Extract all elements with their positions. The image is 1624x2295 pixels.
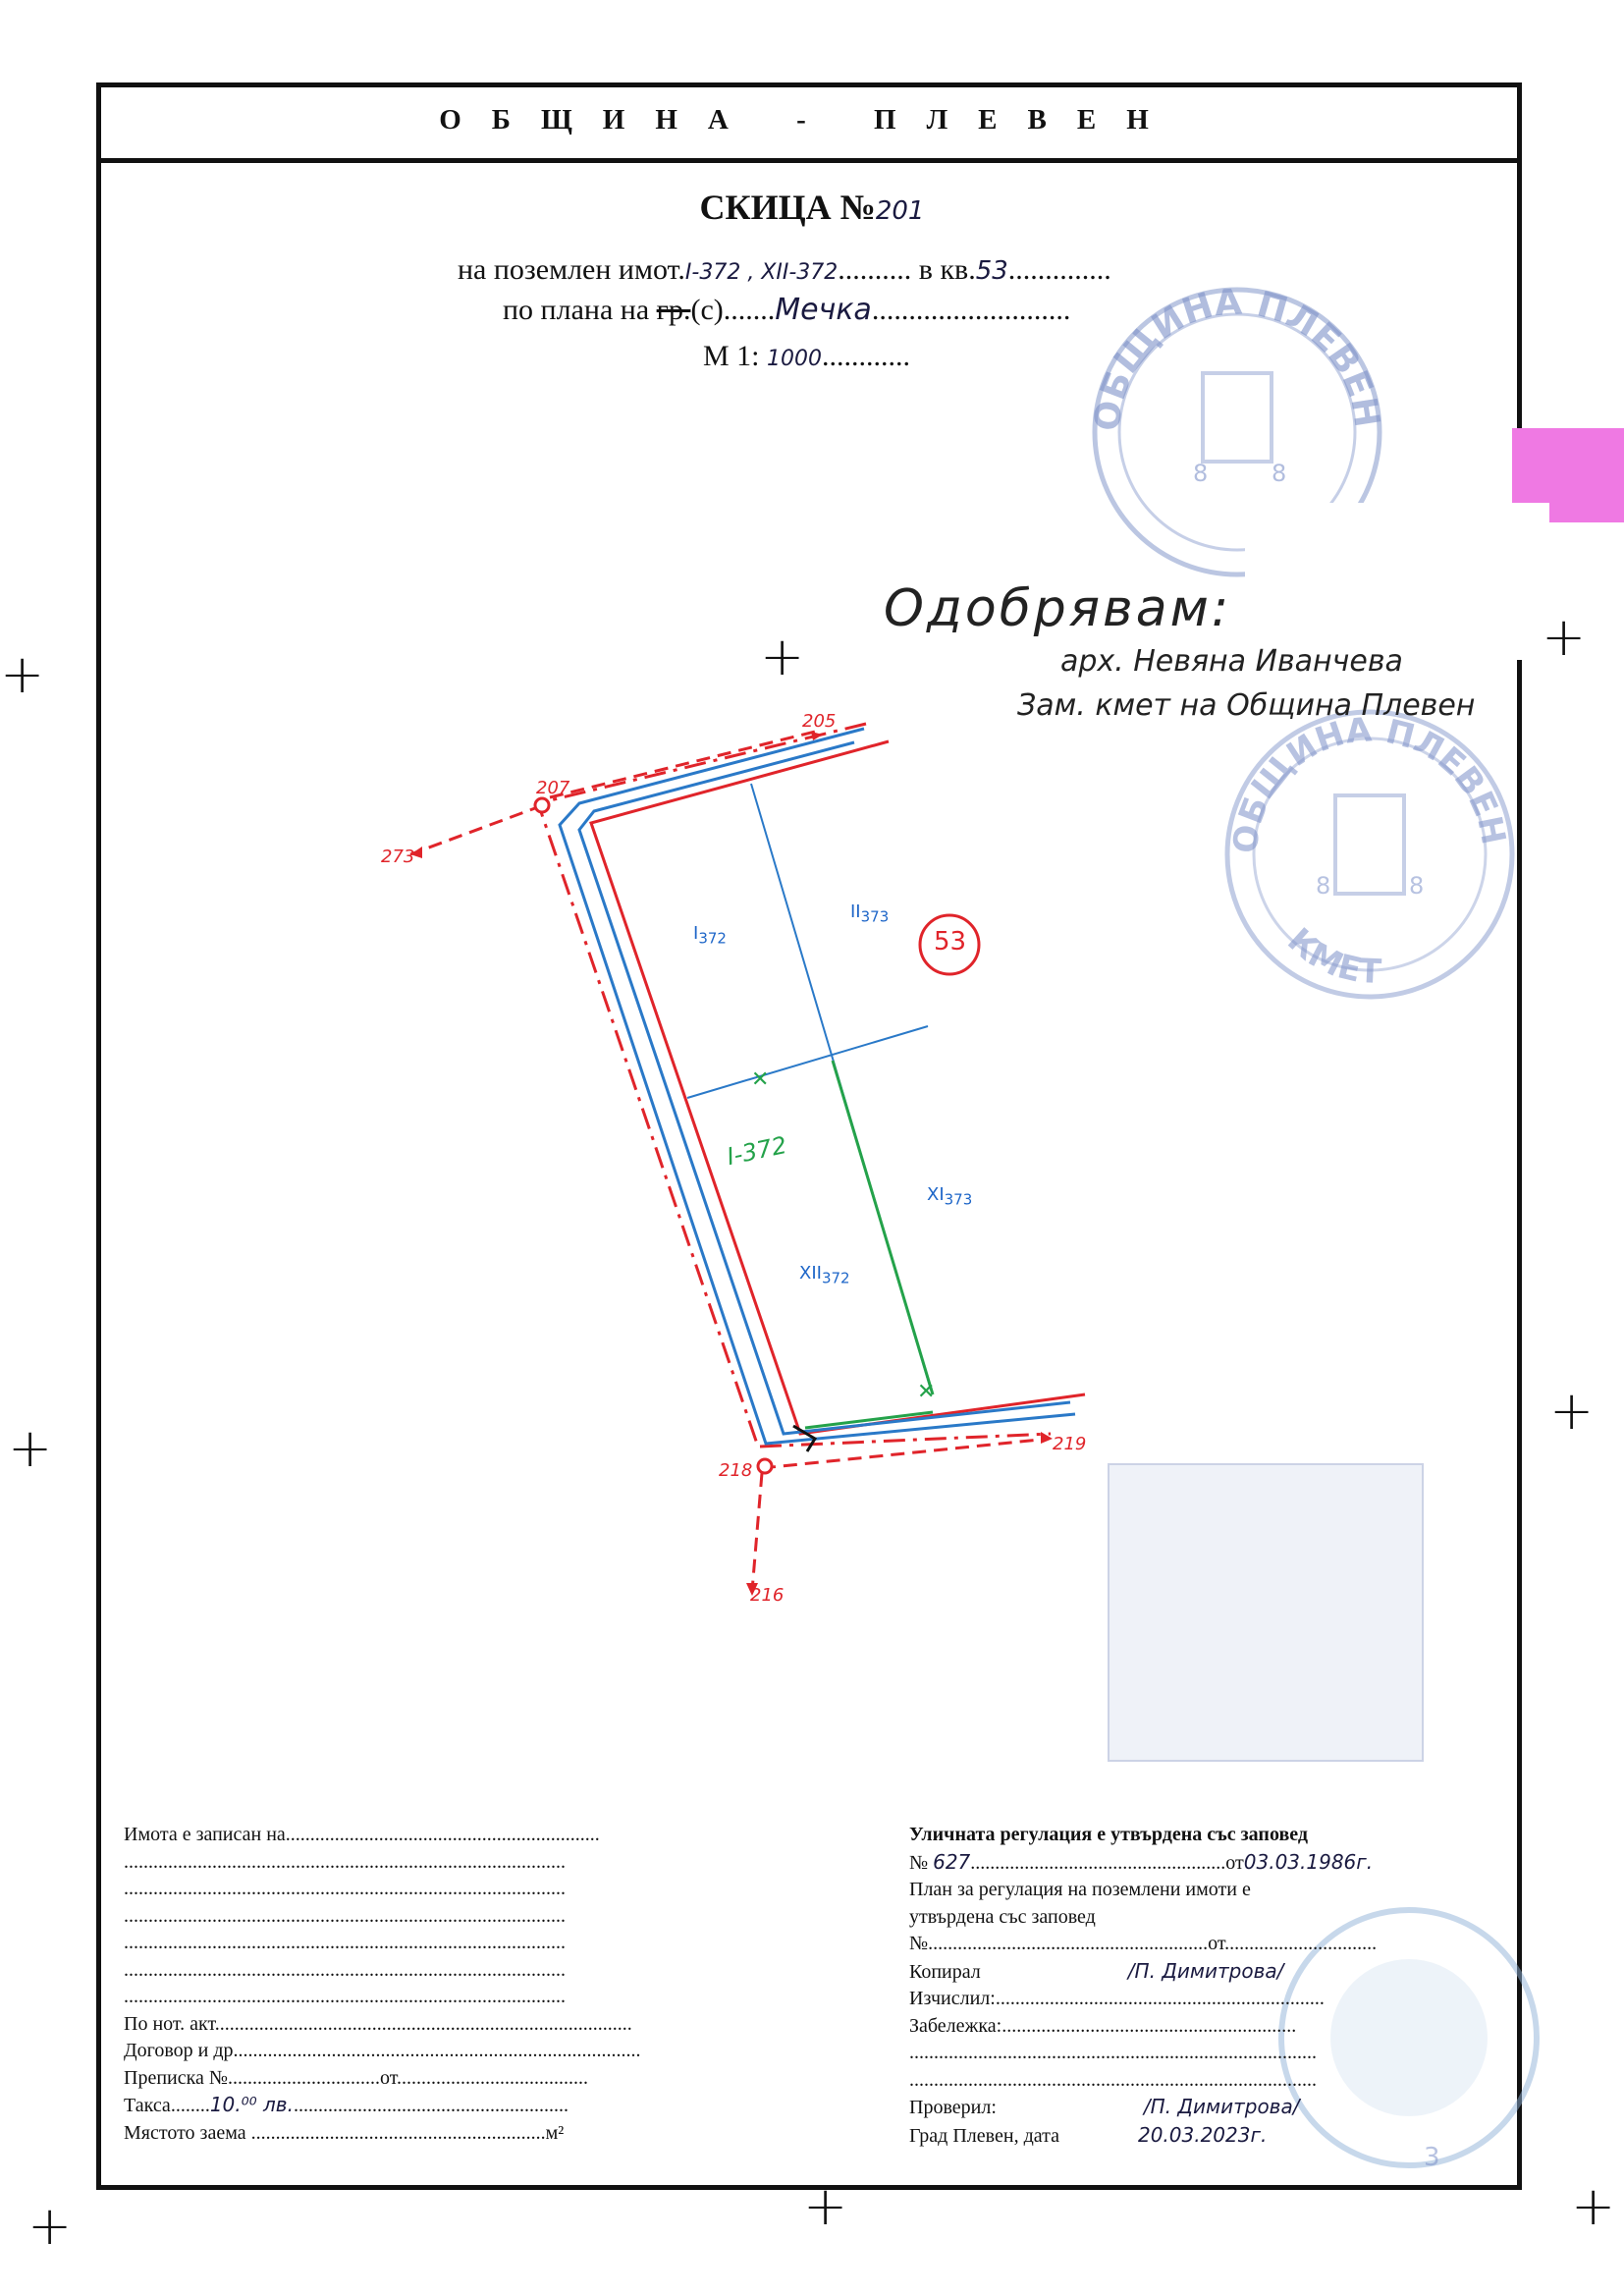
from-label: от xyxy=(379,2066,397,2089)
lot-label-I-372 xyxy=(693,923,727,948)
date-row xyxy=(909,2122,1459,2151)
plan-order-row xyxy=(909,1931,1459,1958)
block-number-label: 53 xyxy=(934,927,967,956)
blank-row: .......................................................................................... xyxy=(124,1932,566,1953)
arrow-273 xyxy=(410,805,543,854)
registration-crosshair: + xyxy=(8,1417,53,1479)
transcript-row xyxy=(124,2065,654,2093)
area-unit: м² xyxy=(545,2121,565,2144)
fee-row xyxy=(124,2092,654,2120)
blank-row: .......................................................................................... xyxy=(124,1958,566,1981)
lot-number: 372 xyxy=(698,929,727,948)
city-date-label: Град Плевен, дата xyxy=(909,2124,1059,2147)
issue-date: 20.03.2023г. xyxy=(1137,2122,1268,2147)
dots: ........................... xyxy=(871,294,1071,326)
property-ids: I-372 , XII-372 xyxy=(684,260,839,285)
owner-label: Имота е записан на xyxy=(124,1824,286,1845)
lot-roman: II xyxy=(850,902,861,922)
block-label: в кв. xyxy=(918,253,976,286)
fee-label: Такса xyxy=(124,2095,171,2116)
lot-number: 373 xyxy=(860,907,890,926)
red-dash-line xyxy=(538,724,866,1447)
blank-row: .......................................................................................... xyxy=(124,1878,566,1899)
fee-value: 10.⁰⁰ лв. xyxy=(209,2093,294,2116)
stamp-left-number: 8 xyxy=(1316,872,1331,900)
area-label: Мястото заема xyxy=(124,2121,246,2144)
plan-text-line1: План за регулация на поземлени имоти е xyxy=(909,1879,1251,1900)
dots: .................................................... xyxy=(970,1851,1226,1874)
blank-row: .......................................................................................... xyxy=(124,1904,566,1927)
dots: ............................................................ xyxy=(250,2121,546,2144)
contract-row xyxy=(124,2038,654,2065)
lot-roman: I xyxy=(693,923,699,944)
order-number-label: № xyxy=(909,1851,929,1874)
regulation-info-block xyxy=(909,1822,1459,2150)
blank-row: .......................................................................................... xyxy=(124,1986,566,2007)
dots: ................................................................................... xyxy=(233,2040,641,2061)
block-number: 53 xyxy=(975,256,1008,286)
contract-label: Договор и др xyxy=(124,2040,234,2061)
blank-row: .......................................................................................... xyxy=(124,1850,566,1873)
dots: ....................................... xyxy=(396,2066,588,2089)
lot-label-XII-372 xyxy=(799,1263,850,1287)
lot-roman: XII xyxy=(799,1263,822,1284)
blank-row: ................................................................................... xyxy=(909,2042,1317,2063)
registration-crosshair: + xyxy=(1571,2175,1616,2237)
from-label: от xyxy=(1225,1851,1244,1874)
street-regulation-title: Уличната регулация е утвърдена със заповед xyxy=(909,1824,1308,1845)
dots: ................................................................ xyxy=(285,1824,600,1845)
calculated-row xyxy=(909,1986,1459,2013)
stamp-left-number: 8 xyxy=(1193,460,1209,487)
registration-crosshair: + xyxy=(0,643,45,705)
plan-number-label: № xyxy=(909,1933,929,1954)
order-number: 627 xyxy=(933,1849,971,1874)
point-label-219: 219 xyxy=(1053,1434,1087,1454)
blue-lot-divider xyxy=(687,1026,928,1098)
seal-number: 3 xyxy=(1424,2143,1440,2172)
note-label: Забележка: xyxy=(909,2014,1002,2037)
dots: ..................................................................................... xyxy=(214,2012,632,2035)
dots: ........................................................ xyxy=(293,2095,568,2116)
point-label-205: 205 xyxy=(802,711,837,732)
approval-title: Одобрявам: xyxy=(884,579,1232,638)
point-label-273: 273 xyxy=(381,847,415,867)
lot-number: 372 xyxy=(821,1269,850,1287)
plan-text-line2: утвърдена със заповед xyxy=(909,1905,1096,1928)
lot-label-II-373 xyxy=(850,902,889,926)
stamp-arc-text: ОБЩИНА ПЛЕВЕН xyxy=(1087,282,1387,434)
sketch-title-label: СКИЦА № xyxy=(699,188,876,227)
dots: ............................................. xyxy=(987,1933,1209,1954)
blue-street-line xyxy=(560,729,1075,1444)
stamp-arc-text: ОБЩИНА ПЛЕВЕН xyxy=(1225,710,1513,856)
copied-signature: /П. Димитрова/ xyxy=(1127,1958,1284,1983)
registration-crosshair: + xyxy=(27,2195,73,2257)
svg-text:✕: ✕ xyxy=(917,1380,936,1404)
registration-crosshair: + xyxy=(803,2175,848,2237)
checked-row xyxy=(909,2094,1459,2122)
property-line-label: на поземлен имот xyxy=(458,253,678,286)
settlement-name: Мечка xyxy=(775,293,872,327)
lot-number: 373 xyxy=(944,1190,973,1209)
blue-street-line-inner xyxy=(579,742,1070,1434)
dots: ........ xyxy=(170,2095,210,2116)
registration-crosshair: + xyxy=(760,626,805,687)
struck-city-abbr: гр. xyxy=(656,294,691,326)
stamp-right-number: 8 xyxy=(1272,460,1287,487)
registration-crosshair: + xyxy=(1542,606,1587,668)
registration-crosshair: + xyxy=(1549,1380,1595,1442)
order-date: 03.03.1986г. xyxy=(1243,1849,1374,1874)
dots: ............................................................ xyxy=(1001,2014,1297,2037)
stamp-right-number: 8 xyxy=(1409,872,1425,900)
lot-roman: XI xyxy=(927,1184,945,1205)
dots: . xyxy=(677,253,685,286)
lot-label-XI-373 xyxy=(927,1184,972,1209)
checked-label: Проверил: xyxy=(909,2097,997,2118)
point-label-218: 218 xyxy=(719,1460,753,1481)
copied-label: Копирал xyxy=(909,1960,981,1983)
dots: .......... xyxy=(838,253,912,286)
note-row xyxy=(909,2013,1459,2041)
calculated-label: Изчислил: xyxy=(909,1988,996,2009)
dots: .............. xyxy=(1007,253,1111,286)
green-lot-label: I-372 xyxy=(724,1130,789,1172)
notary-row xyxy=(124,2011,654,2039)
dots: ............ xyxy=(928,1933,988,1954)
approver-name: арх. Невяна Иванчева xyxy=(1060,644,1403,679)
blank-row: ................................................................................... xyxy=(909,2068,1317,2091)
svg-text:✕: ✕ xyxy=(751,1067,770,1092)
village-abbr: (с) xyxy=(690,294,724,326)
approver-position: Зам. кмет на Община Плевен xyxy=(1017,688,1476,723)
notary-label: По нот. акт xyxy=(124,2012,215,2035)
area-row xyxy=(124,2120,654,2148)
arrow-216 xyxy=(752,1473,762,1591)
point-label-216: 216 xyxy=(750,1585,785,1606)
dots: ............ xyxy=(822,340,911,372)
dots: ................................................................... xyxy=(995,1988,1325,2009)
plan-line-label: по плана на xyxy=(503,294,650,326)
owner-info-block xyxy=(124,1822,654,2147)
municipality-heading: ОБЩИНА - ПЛЕВЕН xyxy=(439,104,1179,136)
scale-value: 1000 xyxy=(767,347,823,371)
from-label: от xyxy=(1208,1933,1225,1954)
green-boundary xyxy=(833,1061,933,1394)
transcript-label: Преписка № xyxy=(124,2066,228,2089)
copied-row xyxy=(909,1958,1459,1987)
checked-signature: /П. Димитрова/ xyxy=(1143,2095,1300,2118)
stamp-bottom-text: КМЕТ xyxy=(1279,920,1382,993)
order-row xyxy=(909,1849,1459,1878)
dots: ....... xyxy=(723,294,776,326)
dots: ............................... xyxy=(1224,1933,1378,1954)
scale-label: М 1: xyxy=(703,340,760,372)
dots: ............................... xyxy=(227,2066,380,2089)
point-label-207: 207 xyxy=(536,778,570,798)
sketch-number: 201 xyxy=(875,196,925,226)
owner-row xyxy=(124,1822,654,1849)
